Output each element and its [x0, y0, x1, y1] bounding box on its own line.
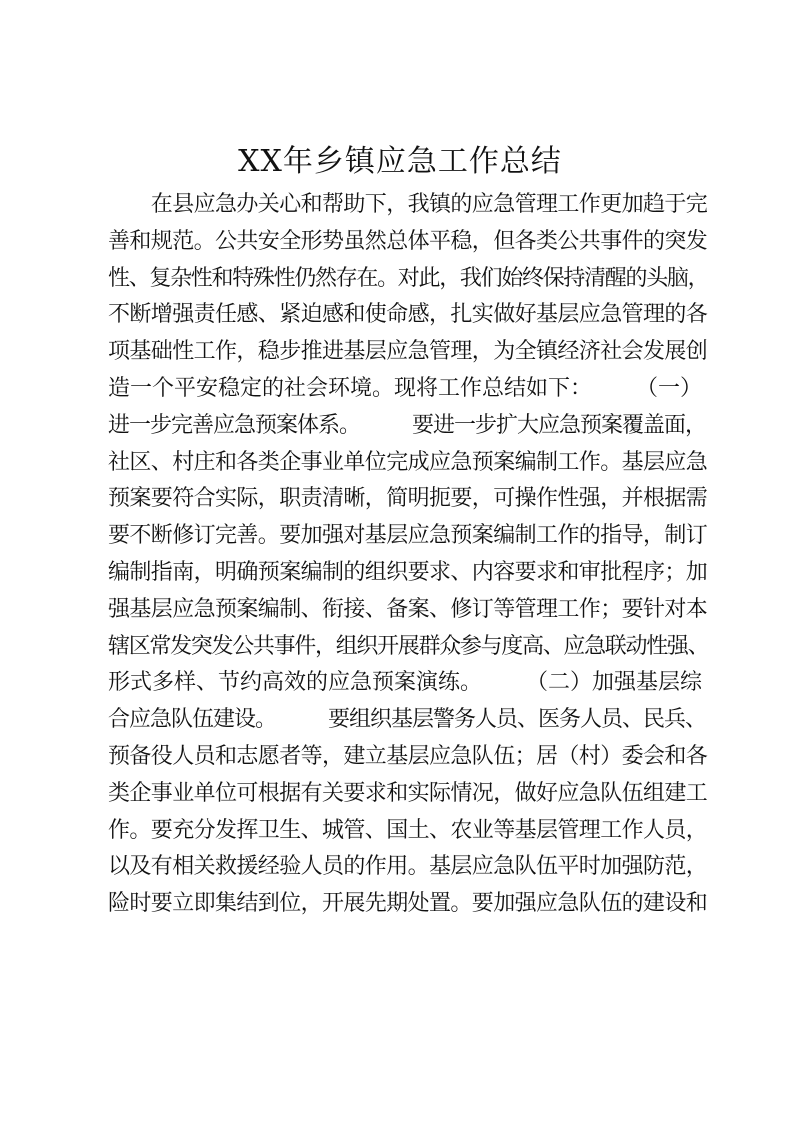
body-line: 不断增强责任感、紧迫感和使命感，扎实做好基层应急管理的各	[108, 302, 708, 328]
body-line: 进一步完善应急预案体系。 要进一步扩大应急预案覆盖面，	[108, 412, 707, 438]
body-line: 性、复杂性和特殊性仍然存在。对此，我们始终保持清醒的头脑，	[108, 265, 709, 291]
body-line: 要不断修订完善。要加强对基层应急预案编制工作的指导，制订	[108, 523, 708, 549]
body-line: 以及有相关救援经验人员的作用。基层应急队伍平时加强防范，	[108, 854, 708, 880]
body-line: 辖区常发突发公共事件，组织开展群众参与度高、应急联动性强、	[108, 633, 709, 659]
body-line: 项基础性工作，稳步推进基层应急管理，为全镇经济社会发展创	[108, 339, 708, 365]
body-line: 合应急队伍建设。 要组织基层警务人员、医务人员、民兵、	[108, 707, 707, 733]
document-body	[108, 187, 708, 923]
document-title: XX年乡镇应急工作总结	[238, 144, 562, 179]
body-line: 造一个平安稳定的社会环境。现将工作总结如下： （一）	[108, 375, 703, 401]
body-line: 社区、村庄和各类企事业单位完成应急预案编制工作。基层应急	[108, 449, 708, 475]
body-line: 在县应急办关心和帮助下，我镇的应急管理工作更加趋于完	[108, 192, 708, 217]
body-line: 形式多样、节约高效的应急预案演练。 （二）加强基层综	[108, 670, 703, 696]
body-line: 作。要充分发挥卫生、城管、国土、农业等基层管理工作人员，	[108, 817, 708, 843]
body-line: 善和规范。公共安全形势虽然总体平稳，但各类公共事件的突发	[108, 228, 708, 254]
body-line: 编制指南，明确预案编制的组织要求、内容要求和审批程序；加	[108, 559, 708, 585]
body-line: 险时要立即集结到位，开展先期处置。要加强应急队伍的建设和	[108, 891, 708, 917]
body-line: 类企事业单位可根据有关要求和实际情况，做好应急队伍组建工	[108, 780, 708, 806]
body-line: 预备役人员和志愿者等，建立基层应急队伍；居（村）委会和各	[108, 743, 708, 769]
body-line: 强基层应急预案编制、衔接、备案、修订等管理工作；要针对本	[108, 596, 708, 622]
body-line: 预案要符合实际，职责清晰，简明扼要，可操作性强，并根据需	[108, 486, 708, 512]
